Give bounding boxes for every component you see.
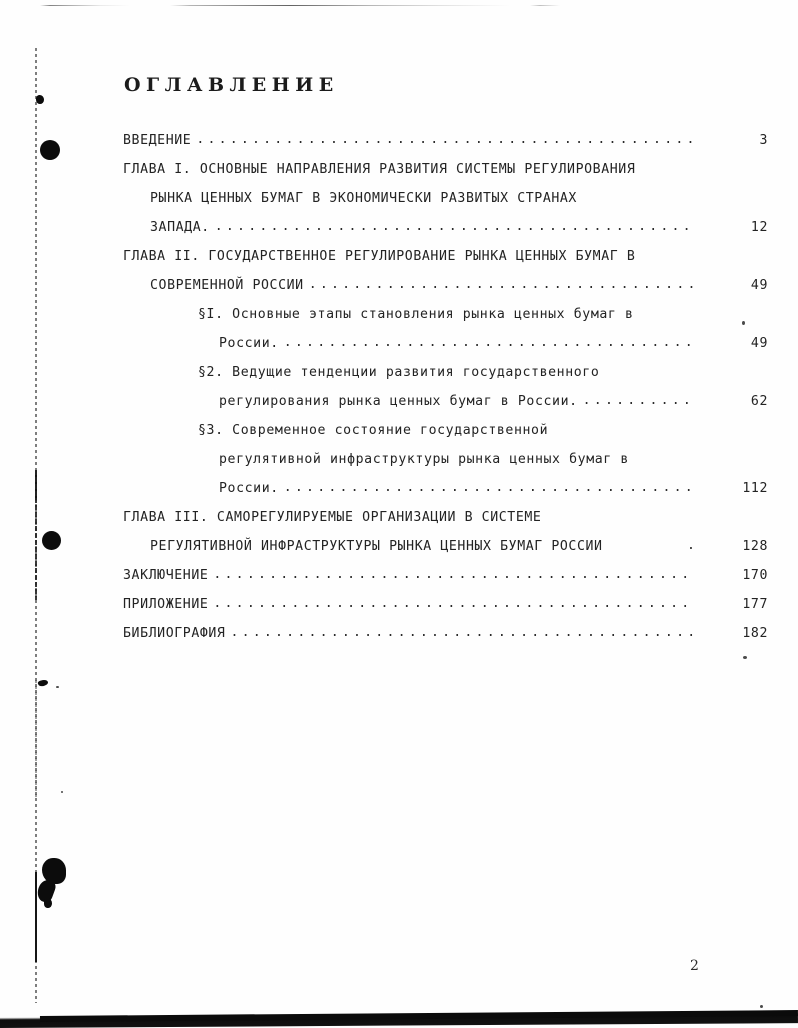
toc-entry[interactable] [0,271,798,300]
page-title: ОГЛАВЛЕНИЕ [124,74,339,96]
toc-entry[interactable] [0,184,798,213]
toc-dot-leader [284,328,695,357]
table-of-contents [0,126,798,648]
toc-page-number [698,300,798,329]
toc-page-number [698,242,798,271]
toc-entry-label: ВВЕДЕНИЕ [123,133,192,148]
toc-entry[interactable] [0,213,798,242]
toc-dot-leader [213,560,695,589]
toc-entry[interactable] [0,474,798,503]
toc-entry[interactable] [0,155,798,184]
toc-entry-label: §I. Основные этапы становления рынка ценных бумаг в [198,307,634,322]
toc-page-number-value: 128 [742,539,768,554]
toc-entry-label: ГЛАВА II. ГОСУДАРСТВЕННОЕ РЕГУЛИРОВАНИЕ РЫНКА ЦЕННЫХ БУМАГ В [123,249,636,264]
toc-entry[interactable] [0,619,798,648]
toc-page-number [698,445,798,474]
toc-entry-label: РЫНКА ЦЕННЫХ БУМАГ В ЭКОНОМИЧЕСКИ РАЗВИТЫХ СТРАНАХ [150,191,577,206]
toc-dot-leader [213,589,695,618]
toc-page-number [698,155,798,184]
toc-dot-leader [608,531,695,560]
toc-page-number [698,503,798,532]
toc-page-number-value: 182 [742,626,768,641]
toc-entry-label: России. [219,336,279,351]
toc-entry-label: §2. Ведущие тенденции развития государственного [198,365,600,380]
toc-entry[interactable] [0,445,798,474]
toc-page-number [698,329,798,358]
toc-page-number-value: 177 [742,597,768,612]
toc-entry-label: СОВРЕМЕННОЙ РОССИИ [150,278,304,293]
toc-page-number [698,416,798,445]
toc-entry[interactable] [0,416,798,445]
toc-entry-label: ЗАПАДА. [150,220,210,235]
toc-entry[interactable] [0,329,798,358]
toc-entry-label: ГЛАВА I. ОСНОВНЫЕ НАПРАВЛЕНИЯ РАЗВИТИЯ СИСТЕМЫ РЕГУЛИРОВАНИЯ [123,162,636,177]
toc-entry[interactable] [0,503,798,532]
toc-entry-label: регулирования рынка ценных бумаг в России. [219,394,578,409]
toc-entry-label: ГЛАВА III. САМОРЕГУЛИРУЕМЫЕ ОРГАНИЗАЦИИ В СИСТЕМЕ [123,510,542,525]
toc-entry[interactable] [0,358,798,387]
toc-dot-leader [583,386,695,415]
toc-page-number [698,184,798,213]
toc-entry[interactable] [0,300,798,329]
toc-entry-label: БИБЛИОГРАФИЯ [123,626,226,641]
toc-entry-label: РЕГУЛЯТИВНОЙ ИНФРАСТРУКТУРЫ РЫНКА ЦЕННЫХ БУМАГ РОССИИ [150,539,603,554]
toc-dot-leader [215,212,695,241]
toc-dot-leader [309,270,695,299]
toc-page-number [698,590,798,619]
toc-entry[interactable] [0,387,798,416]
toc-page-number [698,474,798,503]
toc-page-number [698,213,798,242]
toc-page-number [698,126,798,155]
toc-page-number-value: 62 [750,394,768,409]
toc-page-number-value: 3 [759,133,768,148]
toc-page-number [698,532,798,561]
toc-dot-leader [284,473,695,502]
toc-page-number-value: 12 [750,220,768,235]
folio-page-number: 2 [690,958,699,974]
toc-entry[interactable] [0,126,798,155]
toc-page-number [698,387,798,416]
toc-entry-label: ПРИЛОЖЕНИЕ [123,597,209,612]
toc-page-number [698,358,798,387]
toc-page-number [698,619,798,648]
toc-page-number [698,561,798,590]
toc-dot-leader [230,618,695,647]
toc-entry[interactable] [0,590,798,619]
toc-entry-label: §3. Современное состояние государственной [198,423,549,438]
toc-entry-label: России. [219,481,279,496]
toc-entry[interactable] [0,561,798,590]
toc-entry-label: регулятивной инфраструктуры рынка ценных бумаг в [219,452,629,467]
toc-page-number-value: 49 [750,336,768,351]
toc-entry[interactable] [0,532,798,561]
toc-page-number-value: 112 [742,481,768,496]
toc-page-number-value: 49 [750,278,768,293]
toc-page-number [698,271,798,300]
toc-page-number-value: 170 [742,568,768,583]
toc-entry-label: ЗАКЛЮЧЕНИЕ [123,568,209,583]
toc-dot-leader [196,125,695,154]
toc-entry[interactable] [0,242,798,271]
